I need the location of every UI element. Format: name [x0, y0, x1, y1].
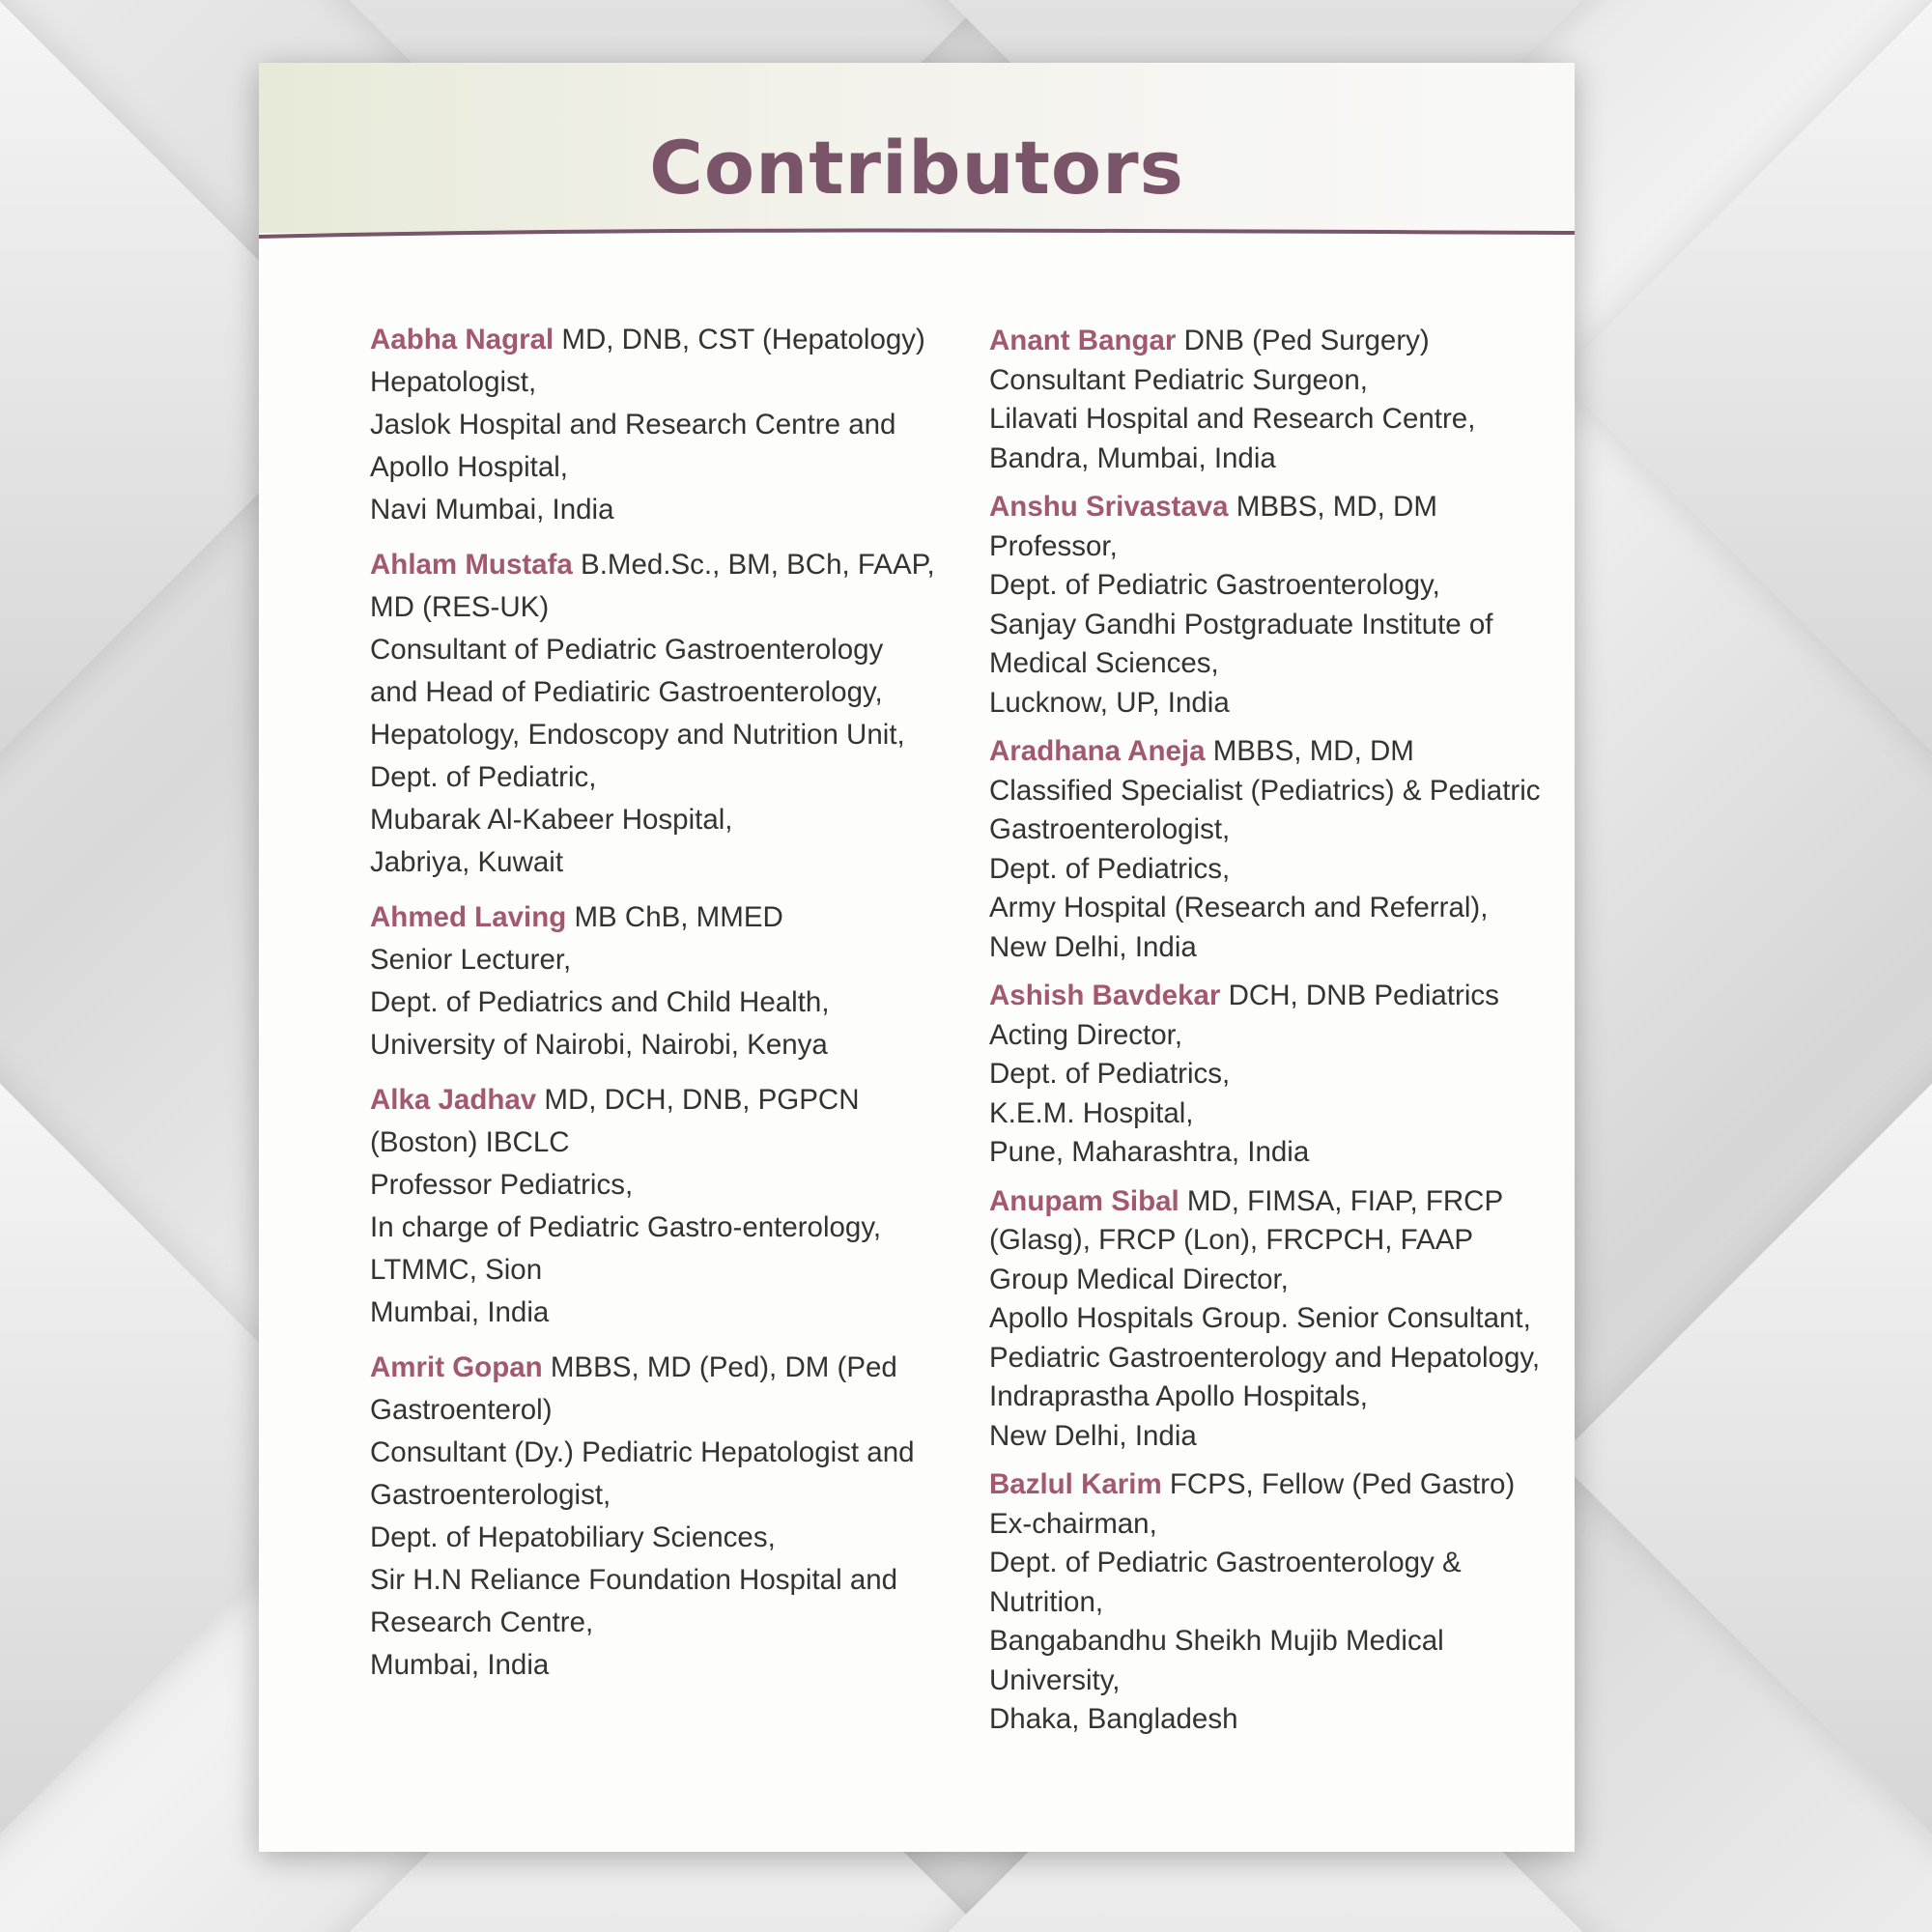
contributor-detail-line: Dept. of Pediatric Gastroenterology & — [989, 1547, 1462, 1578]
contributor-name: Ahmed Laving — [370, 901, 567, 933]
contributor-qualifications: MD, DNB, CST (Hepatology) — [554, 324, 925, 355]
contributor-entry — [989, 322, 1559, 478]
contributor-detail-line: Gastroenterol) — [370, 1394, 553, 1426]
contributor-qualifications: MBBS, MD, DM — [1228, 491, 1437, 523]
contributor-qualifications: MB ChB, MMED — [566, 901, 783, 933]
contributor-detail-line: MD (RES-UK) — [370, 591, 550, 623]
contributor-qualifications: DNB (Ped Surgery) — [1176, 325, 1430, 356]
contributor-detail-line: Gastroenterologist, — [989, 813, 1231, 845]
document-page — [259, 63, 1575, 1852]
contributor-detail-line: Consultant Pediatric Surgeon, — [989, 363, 1368, 396]
contributor-heading-line — [370, 319, 950, 361]
contributor-name: Aabha Nagral — [370, 324, 554, 355]
contributor-entry — [370, 896, 950, 1066]
contributor-entry — [370, 544, 950, 884]
contributor-name: Amrit Gopan — [370, 1351, 543, 1383]
contributor-detail-line: Dept. of Pediatrics and Child Health, — [370, 986, 830, 1018]
contributor-qualifications: MBBS, MD, DM — [1205, 735, 1414, 767]
contributor-detail-line: Dept. of Pediatric Gastroenterology, — [989, 569, 1440, 601]
contributor-detail-line: (Glasg), FRCP (Lon), FRCPCH, FAAP — [989, 1224, 1474, 1256]
contributor-detail-line: Consultant (Dy.) Pediatric Hepatologist and — [370, 1436, 915, 1468]
contributor-name: Ahlam Mustafa — [370, 549, 573, 581]
contributor-name: Ashish Bavdekar — [989, 980, 1221, 1011]
contributor-detail-line: Senior Lecturer, — [370, 944, 572, 976]
contributor-detail-line: Dept. of Pediatric, — [370, 761, 597, 793]
contributor-name: Anshu Srivastava — [989, 491, 1229, 523]
contributor-name: Anupam Sibal — [989, 1184, 1179, 1217]
contributors-right-column — [989, 322, 1559, 1749]
contributor-detail-line: Nutrition, — [989, 1585, 1104, 1618]
contributor-detail-line: Dept. of Pediatrics, — [989, 852, 1231, 885]
contributor-qualifications: MD, FIMSA, FIAP, FRCP — [1179, 1184, 1504, 1217]
contributor-detail-line: Consultant of Pediatric Gastroenterology — [370, 634, 884, 666]
contributor-entry — [989, 977, 1559, 1173]
contributor-detail-line: Ex-chairman, — [989, 1507, 1157, 1540]
contributor-name: Aradhana Aneja — [989, 735, 1206, 767]
contributors-left-column — [370, 319, 950, 1699]
contributor-detail-line: Army Hospital (Research and Referral), — [989, 892, 1489, 923]
contributor-detail-line: In charge of Pediatric Gastro-enterology, — [370, 1211, 882, 1243]
contributor-name: Anant Bangar — [989, 325, 1177, 356]
contributor-detail-line: Indraprastha Apollo Hospitals, — [989, 1380, 1368, 1412]
contributor-qualifications: FCPS, Fellow (Ped Gastro) — [1161, 1468, 1516, 1500]
contributor-heading-line — [989, 977, 1559, 1016]
contributor-detail-line: Pune, Maharashtra, India — [989, 1136, 1310, 1168]
contributor-detail-line: Dept. of Hepatobiliary Sciences, — [370, 1521, 776, 1553]
background-diamond — [1557, 1036, 1932, 1883]
contributor-detail-line: Mubarak Al-Kabeer Hospital, — [370, 804, 733, 836]
contributor-heading-line — [989, 322, 1559, 361]
contributor-detail-line: Sir H.N Reliance Foundation Hospital and — [370, 1564, 898, 1596]
contributor-heading-line — [370, 1347, 950, 1389]
contributor-qualifications: DCH, DNB Pediatrics — [1220, 980, 1499, 1011]
contributor-detail-line: Professor Pediatrics, — [370, 1169, 634, 1201]
contributor-detail-line: Lilavati Hospital and Research Centre, — [989, 403, 1476, 435]
contributor-detail-line: Apollo Hospitals Group. Senior Consultant, — [989, 1302, 1531, 1334]
contributor-qualifications: MD, DCH, DNB, PGPCN — [536, 1084, 860, 1116]
contributor-entry — [370, 1347, 950, 1687]
page-title: Contributors — [649, 125, 1184, 211]
contributor-detail-line: Hepatology, Endoscopy and Nutrition Unit, — [370, 719, 905, 751]
contributor-entry — [989, 1465, 1559, 1740]
background-diamond — [1557, 0, 1932, 800]
header-rule — [259, 217, 1575, 256]
contributor-detail-line: Bandra, Mumbai, India — [989, 441, 1276, 474]
contributor-detail-line: University, — [989, 1663, 1121, 1696]
contributor-detail-line: Mumbai, India — [370, 1296, 550, 1328]
contributor-detail-line: Acting Director, — [989, 1018, 1183, 1051]
contributor-heading-line — [370, 896, 950, 939]
contributor-detail-line: Pediatric Gastroenterology and Hepatology, — [989, 1341, 1541, 1374]
contributor-name: Bazlul Karim — [989, 1468, 1162, 1500]
contributor-detail-line: University of Nairobi, Nairobi, Kenya — [370, 1029, 828, 1061]
contributor-heading-line — [989, 732, 1559, 772]
contributor-detail-line: Classified Specialist (Pediatrics) & Pediatric — [989, 774, 1541, 807]
contributor-detail-line: Bangabandhu Sheikh Mujib Medical — [989, 1625, 1444, 1657]
contributor-detail-line: Jabriya, Kuwait — [370, 846, 564, 878]
contributor-detail-line: Dept. of Pediatrics, — [989, 1058, 1231, 1090]
contributor-detail-line: New Delhi, India — [989, 1419, 1197, 1452]
contributor-detail-line: New Delhi, India — [989, 930, 1197, 963]
contributor-heading-line — [989, 1465, 1559, 1505]
contributor-heading-line — [989, 1182, 1559, 1222]
contributor-detail-line: Professor, — [989, 529, 1118, 562]
contributor-entry — [989, 488, 1559, 723]
contributor-detail-line: Gastroenterologist, — [370, 1479, 611, 1511]
contributor-detail-line: Mumbai, India — [370, 1649, 550, 1681]
contributor-detail-line: Dhaka, Bangladesh — [989, 1703, 1238, 1735]
contributor-entry — [370, 1079, 950, 1334]
contributor-name: Alka Jadhav — [370, 1084, 537, 1116]
contributor-heading-line — [989, 488, 1559, 527]
contributor-detail-line: LTMMC, Sion — [370, 1254, 543, 1286]
contributor-detail-line: Research Centre, — [370, 1606, 594, 1638]
contributor-detail-line: and Head of Pediatiric Gastroenterology, — [370, 676, 883, 708]
contributor-entry — [370, 319, 950, 531]
contributor-qualifications: B.Med.Sc., BM, BCh, FAAP, — [572, 549, 935, 581]
contributor-detail-line: Medical Sciences, — [989, 647, 1219, 679]
contributor-detail-line: K.E.M. Hospital, — [989, 1096, 1194, 1129]
contributor-detail-line: Lucknow, UP, India — [989, 686, 1230, 719]
contributor-detail-line: Hepatologist, — [370, 366, 537, 398]
contributor-heading-line — [370, 544, 950, 586]
contributor-detail-line: Jaslok Hospital and Research Centre and — [370, 409, 896, 440]
contributor-detail-line: Apollo Hospital, — [370, 451, 568, 483]
contributor-detail-line: Sanjay Gandhi Postgraduate Institute of — [989, 608, 1493, 640]
contributor-heading-line — [370, 1079, 950, 1122]
contributor-entry — [989, 1182, 1559, 1457]
contributor-qualifications: MBBS, MD (Ped), DM (Ped — [542, 1351, 897, 1383]
contributor-detail-line: Navi Mumbai, India — [370, 494, 614, 526]
contributor-detail-line: (Boston) IBCLC — [370, 1126, 570, 1158]
contributor-detail-line: Group Medical Director, — [989, 1263, 1289, 1295]
contributor-entry — [989, 732, 1559, 967]
